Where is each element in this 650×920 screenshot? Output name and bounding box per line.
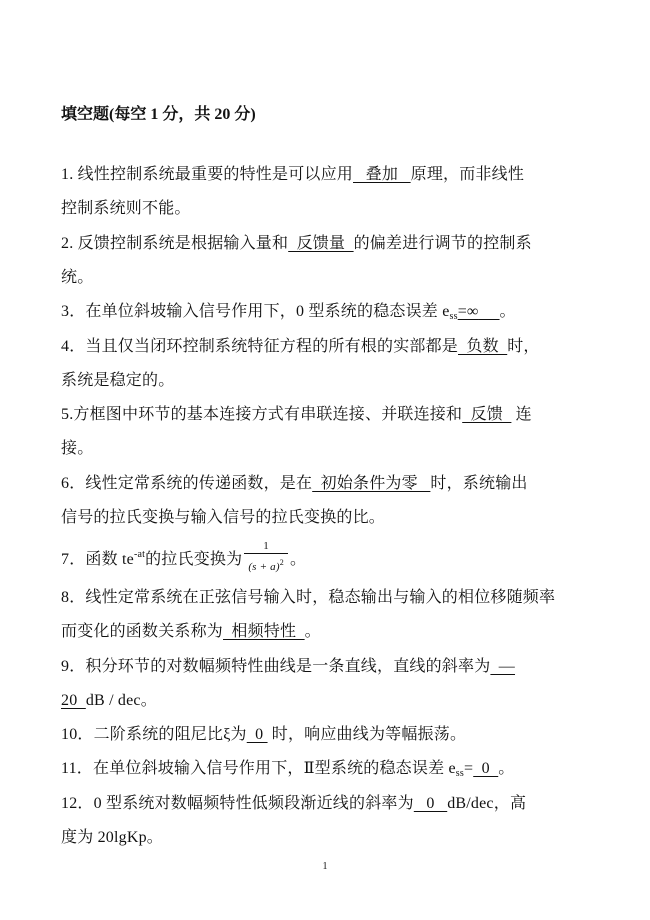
question-11-line-1 <box>61 758 514 785</box>
q8-answer: 相频特性 <box>223 623 305 640</box>
question-4-line-1 <box>61 336 540 358</box>
q8-text-b: 而变化的函数关系称为 <box>61 623 224 640</box>
q4-text-b: 时， <box>507 338 540 355</box>
q7-fraction <box>244 539 288 574</box>
question-9-line-1 <box>61 656 515 678</box>
q11-text-c: 。 <box>498 760 515 777</box>
q12-text-a: 12．0 型系统对数幅频特性低频段渐近线的斜率为 <box>61 795 414 812</box>
question-8-line-1 <box>61 587 555 609</box>
q5-text-b: 连 <box>511 406 532 423</box>
q10-text-a: 10．二阶系统的阻尼比ξ为 <box>61 726 247 743</box>
q6-answer: 初始条件为零 <box>312 475 431 492</box>
q3-text-c: 。 <box>499 303 516 320</box>
q1-answer: 叠加 <box>353 166 411 183</box>
question-10-line-1 <box>61 724 466 746</box>
question-12-line-1 <box>61 793 526 815</box>
q3-subscript: ss <box>449 311 458 322</box>
q10-text-b: 时，响应曲线为等幅振荡。 <box>267 726 467 743</box>
q7-denominator-base: (s + a) <box>248 561 280 573</box>
question-4-line-2 <box>61 370 174 392</box>
q7-fraction-denominator <box>244 553 288 574</box>
q2-text-c: 统。 <box>61 269 94 286</box>
q12-text-c: 度为 20lgKp。 <box>61 829 164 846</box>
question-1-line-2 <box>61 198 191 220</box>
q11-subscript: ss <box>455 768 464 779</box>
q1-text-a: 1. 线性控制系统最重要的特性是可以应用 <box>61 166 354 183</box>
q2-text-b: 的偏差进行调节的控制系 <box>353 235 532 252</box>
q3-text-a: 3．在单位斜坡输入信号作用下，0 型系统的稳态误差 e <box>61 303 450 320</box>
q9-answer-part-1: — <box>490 658 516 675</box>
q11-answer: 0 <box>473 760 499 777</box>
q5-text-a: 5.方框图中环节的基本连接方式有串联连接、并联连接和 <box>61 406 463 423</box>
q4-text-c: 系统是稳定的。 <box>61 372 175 389</box>
q2-text-a: 2. 反馈控制系统是根据输入量和 <box>61 235 289 252</box>
question-5-line-1 <box>61 404 532 426</box>
q1-text-b: 原理，而非线性 <box>410 166 525 183</box>
q6-text-b: 时，系统输出 <box>430 475 528 492</box>
q7-text-c: 。 <box>289 551 307 569</box>
question-6-line-2 <box>61 507 385 529</box>
question-5-line-2 <box>61 438 93 460</box>
q11-text-a: 11．在单位斜坡输入信号作用下，Ⅱ型系统的稳态误差 e <box>61 760 456 777</box>
q5-answer: 反馈 <box>462 406 512 423</box>
q6-text-a: 6．线性定常系统的传递函数，是在 <box>61 475 313 492</box>
question-9-line-2 <box>61 690 157 712</box>
q7-text-a: 7．函数 te <box>61 551 134 569</box>
q9-text-b: dB / dec。 <box>85 692 157 709</box>
q7-superscript: -at <box>133 549 146 561</box>
q6-text-c: 信号的拉氏变换与输入信号的拉氏变换的比。 <box>61 509 386 526</box>
q4-answer: 负数 <box>458 338 508 355</box>
page-number: 1 <box>322 861 328 872</box>
question-8-line-2 <box>61 621 321 643</box>
q3-answer: =∞ <box>457 303 479 320</box>
q7-text-b: 的拉氏变换为 <box>145 551 243 569</box>
question-2-line-2 <box>61 267 93 289</box>
question-7-line-1 <box>61 540 307 578</box>
q10-answer: 0 <box>246 726 268 743</box>
q1-text-c: 控制系统则不能。 <box>61 200 191 217</box>
q9-answer-part-2: 20 <box>61 692 86 709</box>
q12-text-b: dB/dec，高 <box>447 795 527 812</box>
q12-answer: 0 <box>413 795 448 812</box>
q3-blank <box>479 303 500 320</box>
section-title: 填空题(每空 1 分，共 20 分) <box>61 106 256 123</box>
question-6-line-1 <box>61 473 528 495</box>
question-2-line-1 <box>61 233 532 255</box>
question-3-line-1 <box>61 301 516 328</box>
q8-text-a: 8．线性定常系统在正弦信号输入时，稳态输出与输入的相位移随频率 <box>61 589 556 606</box>
question-1-line-1 <box>61 164 524 186</box>
q9-text-a: 9．积分环节的对数幅频特性曲线是一条直线，直线的斜率为 <box>61 658 491 675</box>
q7-fraction-numerator: 1 <box>263 540 269 552</box>
q5-text-c: 接。 <box>61 440 94 457</box>
q11-text-b: = <box>463 760 474 777</box>
q4-text-a: 4．当且仅当闭环控制系统特征方程的所有根的实部都是 <box>61 338 459 355</box>
question-12-line-2 <box>61 827 163 849</box>
q8-text-c: 。 <box>304 623 321 640</box>
q2-answer: 反馈量 <box>288 235 354 252</box>
q7-denominator-power: 2 <box>279 558 284 567</box>
